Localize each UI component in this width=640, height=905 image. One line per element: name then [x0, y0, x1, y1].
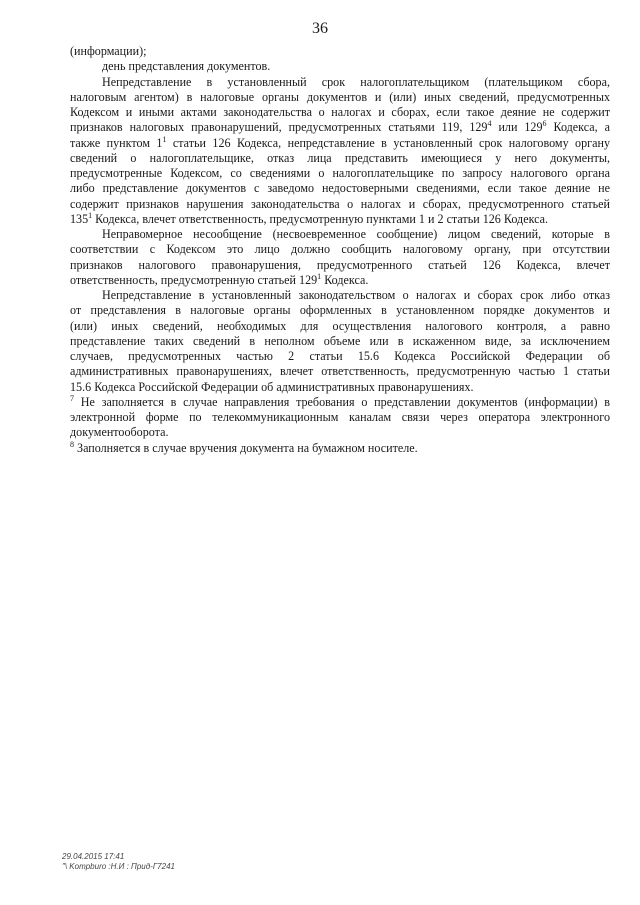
text-run: сведений о налогоплательщике, отказ лица представить имеющиеся у него документы, [70, 150, 610, 165]
text-line [70, 120, 610, 135]
superscript: 1 [162, 134, 167, 144]
text-line [70, 44, 610, 59]
text-line [70, 212, 610, 227]
text-line [70, 364, 610, 379]
text-run: предусмотренные Кодексом, со сведениями о налогоплательщике по запросу налогового органа [70, 166, 610, 180]
superscript: 8 [70, 439, 74, 449]
text-run: Не заполняется в случае направления требования о представлении документов (информации) в [74, 394, 610, 409]
document-body [70, 44, 610, 456]
text-run: либо представление документов с заведомо недостоверными сведениями, если такое деяние не [70, 181, 610, 196]
text-run: налоговым агентом) в налоговые органы документов и (или) иных сведений, предусмотренных [70, 89, 610, 104]
text-line [70, 349, 610, 364]
text-line [70, 105, 610, 120]
page-number: 36 [312, 20, 328, 37]
superscript: 7 [70, 393, 74, 403]
text-run: (информации); [70, 44, 147, 58]
text-line [70, 273, 610, 288]
text-run: признаков налоговых правонарушений, предусмотренных статьями 119, 129 [70, 120, 488, 135]
text-run: Непредставление в установленный законодательством о налогах и сборах срок либо отказ [102, 288, 610, 302]
text-line [70, 380, 610, 395]
text-line [70, 334, 610, 349]
text-run: признаков налогового правонарушения, предусмотренного статьей 126 Кодекса, влечет [70, 257, 610, 272]
text-line [70, 59, 610, 74]
text-run: ответственность, предусмотренную статьей 129 [70, 272, 318, 287]
text-line [70, 395, 610, 410]
text-run: также пунктом 1 [70, 135, 163, 150]
text-line [70, 319, 610, 334]
superscript: 6 [542, 119, 547, 129]
text-line [70, 288, 610, 303]
text-run: день представления документов. [102, 59, 271, 74]
text-line [70, 227, 610, 242]
text-run: 135 [70, 211, 89, 226]
text-run: Кодекса, а [546, 120, 610, 135]
text-run: от представления в налоговые органы оформленных в установленном порядке документов и [70, 303, 610, 318]
text-run: Кодексом и иными актами законодательства о налогах и сборах, если такое деяние не содержит [70, 105, 610, 119]
text-line [70, 242, 610, 257]
text-line [70, 258, 610, 273]
text-run: содержит признаков нарушения законодательства о налогах и сборах, предусмотренного статьей [70, 196, 610, 211]
text-run: (или) иных сведений, необходимых для осуществления налогового контроля, а равно [70, 318, 610, 333]
text-run: представление таких сведений в неполном объеме или в искаженном виде, за исключением [70, 333, 610, 348]
text-line [70, 425, 610, 440]
text-run: Кодекса, влечет ответственность, предусмотренную пунктами 1 и 2 статьи 126 Кодекса. [92, 211, 549, 226]
text-line [70, 197, 610, 212]
superscript: 4 [487, 119, 492, 129]
text-run: электронной форме по телекоммуникационным каналам связи через оператора электронного [70, 410, 610, 424]
text-run: Заполняется в случае вручения документа на бумажном носителе. [74, 440, 418, 455]
text-run: соответствии с Кодексом это лицо должно сообщить налоговому органу, при отсутствии [70, 242, 610, 257]
print-stamp-author: "\ Kompburo :Н.И : Прид-Г7241 [62, 862, 175, 871]
text-line [70, 303, 610, 318]
superscript: 1 [88, 210, 93, 220]
text-run: 15.6 Кодекса Российской Федерации об административных правонарушениях. [70, 379, 474, 394]
text-line [70, 151, 610, 166]
print-stamp-date: 29.04.2015 17:41 [62, 852, 125, 861]
text-line [70, 166, 610, 181]
text-run: административных правонарушениях, влечет ответственность, предусмотренную частью 1 статьи [70, 364, 610, 379]
text-line [70, 90, 610, 105]
text-line [70, 441, 610, 456]
text-line [70, 181, 610, 196]
text-line [70, 75, 610, 90]
text-run: Кодекса. [321, 272, 369, 287]
text-run: случаев, предусмотренных частью 2 статьи 15.6 Кодекса Российской Федерации об [70, 349, 610, 363]
text-run: Неправомерное несообщение (несвоевременное сообщение) лицом сведений, которые в [102, 227, 610, 241]
text-run: статьи 126 Кодекса, непредставление в установленный срок налоговому органу [166, 135, 610, 150]
text-line [70, 410, 610, 425]
text-run: документооборота. [70, 425, 169, 440]
superscript: 1 [317, 271, 322, 281]
text-line [70, 136, 610, 151]
text-run: или 129 [491, 120, 543, 135]
text-run: Непредставление в установленный срок налогоплательщиком (плательщиком сбора, [102, 74, 610, 89]
